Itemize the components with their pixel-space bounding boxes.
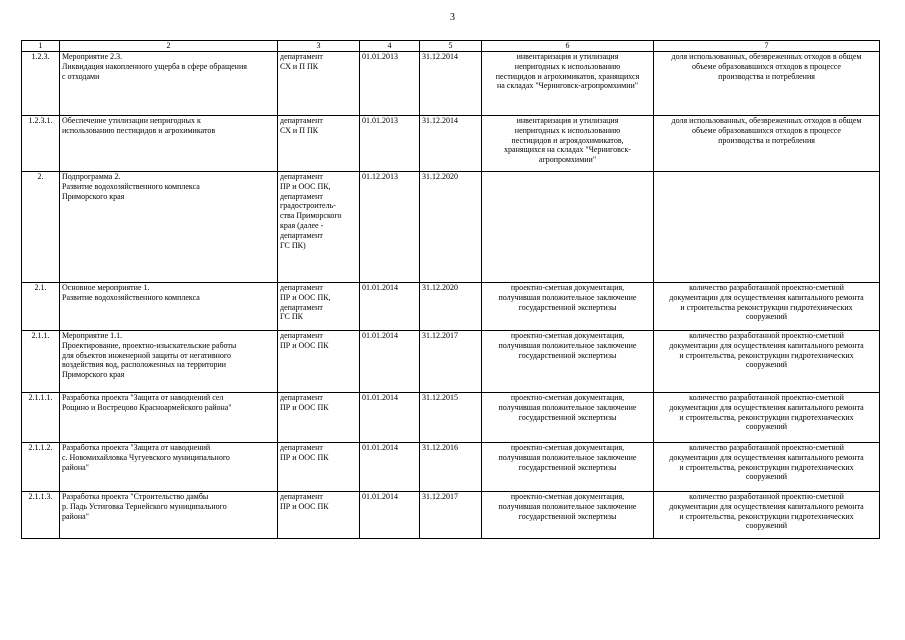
column-header: 1 [22,41,60,52]
indicator-text: количество разработанной проектно-сметной документации для осуществления капитального ремонта и строительства, реконструкции гидротехнических сооружений [669,492,864,531]
table-row [22,52,880,116]
activity-name-cell [60,172,278,283]
expected-result-text: проектно-сметная документация, получившая положительное заключение государственной экспертизы [498,331,637,360]
start-date-text: 01.01.2014 [362,492,398,501]
indicator-cell [654,172,880,283]
activity-name-text: Разработка проекта "Защита от наводнений сел Рощино и Вострецово Красноармейского района" [62,393,232,412]
indicator-text: доля использованных, обезвреженных отходов в общем объеме образовавшихся отходов в процессе производства и потребления [671,52,862,81]
table-row [22,331,880,393]
indicator-cell [654,393,880,443]
responsible-text: департамент СХ и П ПК [280,52,323,71]
expected-result-text: проектно-сметная документация, получившая положительное заключение государственной экспертизы [498,393,637,422]
table-row [22,283,880,331]
responsible-text: департамент ПР и ООС ПК [280,443,329,462]
column-header: 3 [278,41,360,52]
row-number-text: 2. [37,172,44,181]
activity-name-text: Разработка проекта "Строительство дамбы р. Падь Устиговка Тернейского муниципального района" [62,492,227,521]
end-date-text: 31.12.2014 [422,52,458,61]
row-number-text: 2.1.1.1. [28,393,53,402]
row-number-text: 2.1.1.2. [28,443,53,452]
row-number-cell [22,492,60,539]
row-number-text: 1.2.3. [31,52,50,61]
column-header: 2 [60,41,278,52]
end-date-cell [420,116,482,172]
expected-result-cell [482,443,654,492]
column-header: 4 [360,41,420,52]
table-row [22,492,880,539]
start-date-text: 01.01.2014 [362,443,398,452]
expected-result-cell [482,492,654,539]
end-date-text: 31.12.2017 [422,331,458,340]
row-number-text: 2.1.1. [31,331,50,340]
row-number-cell [22,172,60,283]
end-date-cell [420,393,482,443]
activity-name-cell [60,283,278,331]
start-date-cell [360,283,420,331]
indicator-text: количество разработанной проектно-сметной документации для осуществления капитального ремонта и строительства, реконструкции гидротехнических сооружений [669,393,864,432]
end-date-text: 31.12.2017 [422,492,458,501]
responsible-text: департамент ПР и ООС ПК [280,331,329,350]
expected-result-cell [482,393,654,443]
start-date-text: 01.01.2014 [362,331,398,340]
table-row [22,172,880,283]
activity-name-cell [60,393,278,443]
activity-name-cell [60,116,278,172]
activity-name-text: Обеспечение утилизации непригодных к использованию пестицидов и агрохимикатов [62,116,216,135]
responsible-cell [278,393,360,443]
row-number-text: 1.2.3.1. [28,116,53,125]
row-number-cell [22,393,60,443]
start-date-text: 01.01.2013 [362,116,398,125]
start-date-text: 01.01.2014 [362,393,398,402]
end-date-cell [420,172,482,283]
start-date-cell [360,52,420,116]
row-number-cell [22,331,60,393]
indicator-text: количество разработанной проектно-сметной документации для осуществления капитального ремонта и строительства реконструкции гидротехнических сооружений [669,283,864,322]
responsible-text: департамент ПР и ООС ПК, департамент ГС ПК [280,283,331,322]
activities-table [21,40,880,539]
indicator-cell [654,331,880,393]
start-date-cell [360,393,420,443]
activity-name-cell [60,492,278,539]
expected-result-text: инвентаризация и утилизация непригодных к использованию пестицидов и агрохимикатов, хранящихся на складах "Черниговск-агропромхимии" [495,52,640,91]
column-header: 5 [420,41,482,52]
expected-result-cell [482,331,654,393]
responsible-cell [278,172,360,283]
expected-result-cell [482,283,654,331]
end-date-cell [420,283,482,331]
responsible-text: департамент ПР и ООС ПК [280,492,329,511]
expected-result-text: проектно-сметная документация, получившая положительное заключение государственной экспертизы [498,443,637,472]
responsible-cell [278,52,360,116]
responsible-cell [278,116,360,172]
end-date-text: 31.12.2020 [422,283,458,292]
activity-name-cell [60,443,278,492]
activity-name-text: Разработка проекта "Защита от наводнений с. Новомихайловка Чугуевского муниципального района" [62,443,230,472]
table-row [22,116,880,172]
responsible-text: департамент СХ и П ПК [280,116,323,135]
end-date-text: 31.12.2020 [422,172,458,181]
indicator-cell [654,283,880,331]
start-date-cell [360,492,420,539]
activity-name-text: Мероприятие 1.1. Проектирование, проектно-изыскательские работы для объектов инженерной защиты от негативного воздействия вод, расположенных на территории Приморского края [62,331,237,380]
column-header: 6 [482,41,654,52]
start-date-text: 01.12.2013 [362,172,398,181]
activity-name-text: Мероприятие 2.3. Ликвидация накопленного ущерба в сфере обращения с отходами [62,52,247,81]
indicator-text: количество разработанной проектно-сметной документации для осуществления капитального ремонта и строительства, реконструкции гидротехнических сооружений [669,443,864,482]
column-number-header-row [22,41,880,52]
start-date-cell [360,331,420,393]
start-date-text: 01.01.2014 [362,283,398,292]
activity-name-text: Основное мероприятие 1. Развитие водохозяйственного комплекса [62,283,200,302]
table-row [22,443,880,492]
start-date-text: 01.01.2013 [362,52,398,61]
activity-name-text: Подпрограмма 2. Развитие водохозяйственного комплекса Приморского края [62,172,200,201]
end-date-cell [420,492,482,539]
indicator-cell [654,116,880,172]
indicator-text: доля использованных, обезвреженных отходов в общем объеме образовавшихся отходов в процессе производства и потребления [671,116,862,145]
end-date-text: 31.12.2015 [422,393,458,402]
end-date-cell [420,331,482,393]
table-row [22,393,880,443]
responsible-cell [278,443,360,492]
row-number-text: 2.1.1.3. [28,492,53,501]
responsible-text: департамент ПР и ООС ПК, департамент градостроитель- ства Приморского края (далее - департамент ГС ПК) [280,172,342,250]
end-date-text: 31.12.2014 [422,116,458,125]
expected-result-cell [482,116,654,172]
page-number: 3 [450,12,455,23]
indicator-cell [654,52,880,116]
row-number-cell [22,116,60,172]
indicator-cell [654,492,880,539]
responsible-cell [278,283,360,331]
indicator-cell [654,443,880,492]
row-number-cell [22,283,60,331]
expected-result-text: проектно-сметная документация, получившая положительное заключение государственной экспертизы [498,492,637,521]
column-header: 7 [654,41,880,52]
row-number-cell [22,52,60,116]
expected-result-text: инвентаризация и утилизация непригодных к использованию пестицидов и агроядохимикатов, хранящихся на складах "Черниговск- агропромхимии" [504,116,631,165]
responsible-cell [278,492,360,539]
activity-name-cell [60,331,278,393]
expected-result-cell [482,52,654,116]
end-date-cell [420,52,482,116]
start-date-cell [360,443,420,492]
row-number-text: 2.1. [34,283,47,292]
activity-name-cell [60,52,278,116]
responsible-cell [278,331,360,393]
end-date-cell [420,443,482,492]
indicator-text: количество разработанной проектно-сметной документации для осуществления капитального ремонта и строительства, реконструкции гидротехнических сооружений [669,331,864,370]
responsible-text: департамент ПР и ООС ПК [280,393,329,412]
start-date-cell [360,172,420,283]
expected-result-cell [482,172,654,283]
end-date-text: 31.12.2016 [422,443,458,452]
expected-result-text: проектно-сметная документация, получившая положительное заключение государственной экспертизы [498,283,637,312]
start-date-cell [360,116,420,172]
row-number-cell [22,443,60,492]
